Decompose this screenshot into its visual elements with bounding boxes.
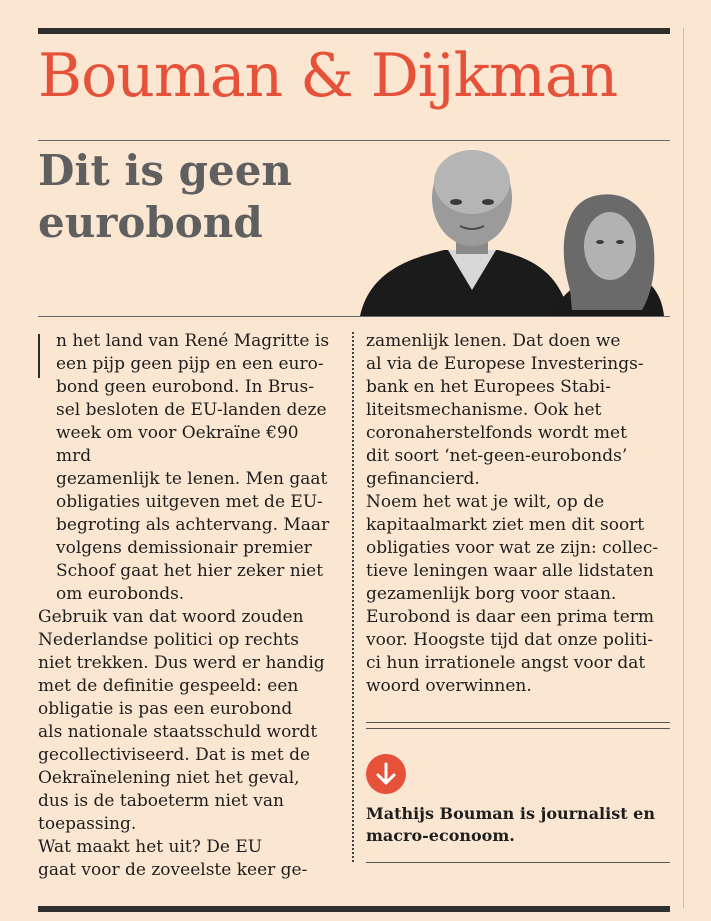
bottom-rule: [38, 906, 670, 912]
article-column-left: [38, 330, 338, 882]
portrait-man: [360, 150, 570, 316]
bio-rule: [366, 862, 670, 863]
end-rule-top: [366, 722, 670, 723]
paragraph: Gebruik van dat woord zouden Nederlandse politici op rechts niet trekken. Dus werd er handig met de definitie gespeeld: een obligatie is pas een eurobond als nationale staatsschuld wordt gecollectiviseerd. Dat is met de Oekraïnelening niet het geval, dus is de taboeterm niet van toepassing.: [38, 607, 325, 834]
arrow-down-icon: [366, 754, 406, 794]
paragraph: n het land van René Magritte is een pijp geen pijp en een euro- bond geen eurobond. In Brus- sel besloten de EU-landen deze week om voor Oekraïne €90 mrd gezamenlijk te lenen. Men gaat obligaties uitgeven met de EU- begroting als achtervang. Maar volgens demissionair premier Schoof gaat het hier zeker niet om eurobonds.: [56, 331, 330, 604]
headline-rule: [38, 316, 670, 317]
paragraph: zamenlijk lenen. Dat doen we al via de Europese Investerings- bank en het Europees Stabi- liteitsmechanisme. Ook het coronaherstelfonds wordt met dit soort ‘net-geen-eurobonds’ gefinancierd.: [366, 331, 644, 489]
article-column-right: [366, 330, 670, 698]
author-portraits: [352, 140, 672, 316]
top-rule: [38, 28, 670, 34]
author-bio: Mathijs Bouman is journalist en macro-econoom.: [366, 804, 655, 845]
end-rule-bottom: [366, 728, 670, 729]
paragraph: Wat maakt het uit? De EU gaat voor de zoveelste keer ge-: [38, 837, 308, 880]
portrait-woman: [552, 194, 664, 316]
paragraph: Noem het wat je wilt, op de kapitaalmarkt ziet men dit soort obligaties voor wat ze zijn: collec- tieve leningen waar alle lidstaten gezamenlijk borg voor staan. Eurobond is daar een prima term voor. Hoogste tijd dat onze politi- ci hun irrationele angst voor dat woord overwinnen.: [366, 492, 659, 696]
headline-text: Dit is geen eurobond: [38, 146, 292, 247]
author-badge: [366, 754, 406, 794]
column-divider: [352, 332, 354, 862]
page-edge-line: [683, 28, 684, 908]
headline: [38, 145, 398, 249]
column-title: Bouman & Dijkman: [38, 41, 618, 111]
